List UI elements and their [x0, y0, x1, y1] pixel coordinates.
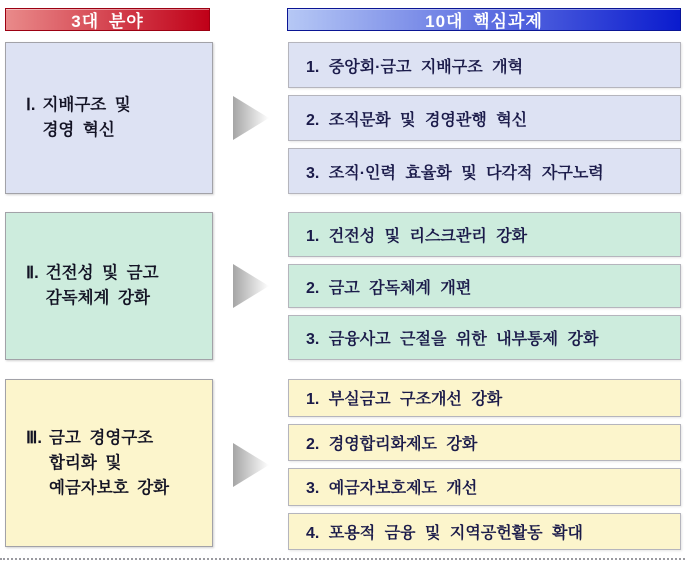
header-gap — [210, 8, 287, 31]
area-box-3 — [5, 379, 213, 547]
area-heading-1 — [26, 93, 131, 143]
area-numeral: Ⅰ. — [26, 96, 36, 114]
arrow-right-icon — [233, 443, 269, 487]
area-box-1 — [5, 42, 213, 194]
task-list-3 — [288, 379, 681, 550]
area-title-line: 합리화 및 — [48, 453, 122, 472]
section-soundness — [5, 212, 685, 360]
task-item: 2. 금고 감독체계 개편 — [288, 264, 681, 309]
task-item: 4. 포용적 금융 및 지역공헌활동 확대 — [288, 513, 681, 551]
area-title-line: 예금자보호 강화 — [48, 478, 170, 497]
area-title-line: 건전성 및 금고 — [45, 264, 159, 282]
area-numeral: Ⅱ. — [26, 264, 39, 282]
task-list-2 — [288, 212, 681, 360]
arrow-right-icon — [233, 264, 269, 308]
areas-header-label: 3대 분야 — [71, 12, 144, 31]
task-item: 1. 부실금고 구조개선 강화 — [288, 379, 681, 417]
section-governance — [5, 42, 685, 194]
task-item: 1. 중앙회·금고 지배구조 개혁 — [288, 42, 681, 88]
area-title-line: 지배구조 및 — [42, 96, 131, 114]
task-item: 2. 조직문화 및 경영관행 혁신 — [288, 95, 681, 141]
areas-header — [5, 8, 210, 31]
area-heading-2 — [26, 261, 159, 311]
area-title-line: 금고 경영구조 — [48, 428, 154, 447]
section-restructuring — [5, 379, 685, 550]
task-item: 3. 금융사고 근절을 위한 내부통제 강화 — [288, 315, 681, 360]
area-box-2 — [5, 212, 213, 360]
task-item: 3. 조직·인력 효율화 및 다각적 자구노력 — [288, 148, 681, 194]
task-list-1 — [288, 42, 681, 194]
tasks-header-label: 10대 핵심과제 — [425, 12, 543, 31]
arrow-cell — [213, 379, 288, 550]
area-title-line: 경영 혁신 — [42, 121, 115, 139]
area-heading-3 — [26, 426, 169, 501]
task-item: 1. 건전성 및 리스크관리 강화 — [288, 212, 681, 257]
bottom-divider — [0, 558, 685, 560]
area-title-line: 감독체계 강화 — [45, 289, 150, 307]
tasks-header — [287, 8, 681, 31]
arrow-cell — [213, 212, 288, 360]
arrow-cell — [213, 42, 288, 194]
task-item: 3. 예금자보호제도 개선 — [288, 468, 681, 506]
header-band — [5, 8, 681, 31]
area-numeral: Ⅲ. — [26, 428, 42, 447]
task-item: 2. 경영합리화제도 강화 — [288, 424, 681, 462]
arrow-right-icon — [233, 96, 269, 140]
